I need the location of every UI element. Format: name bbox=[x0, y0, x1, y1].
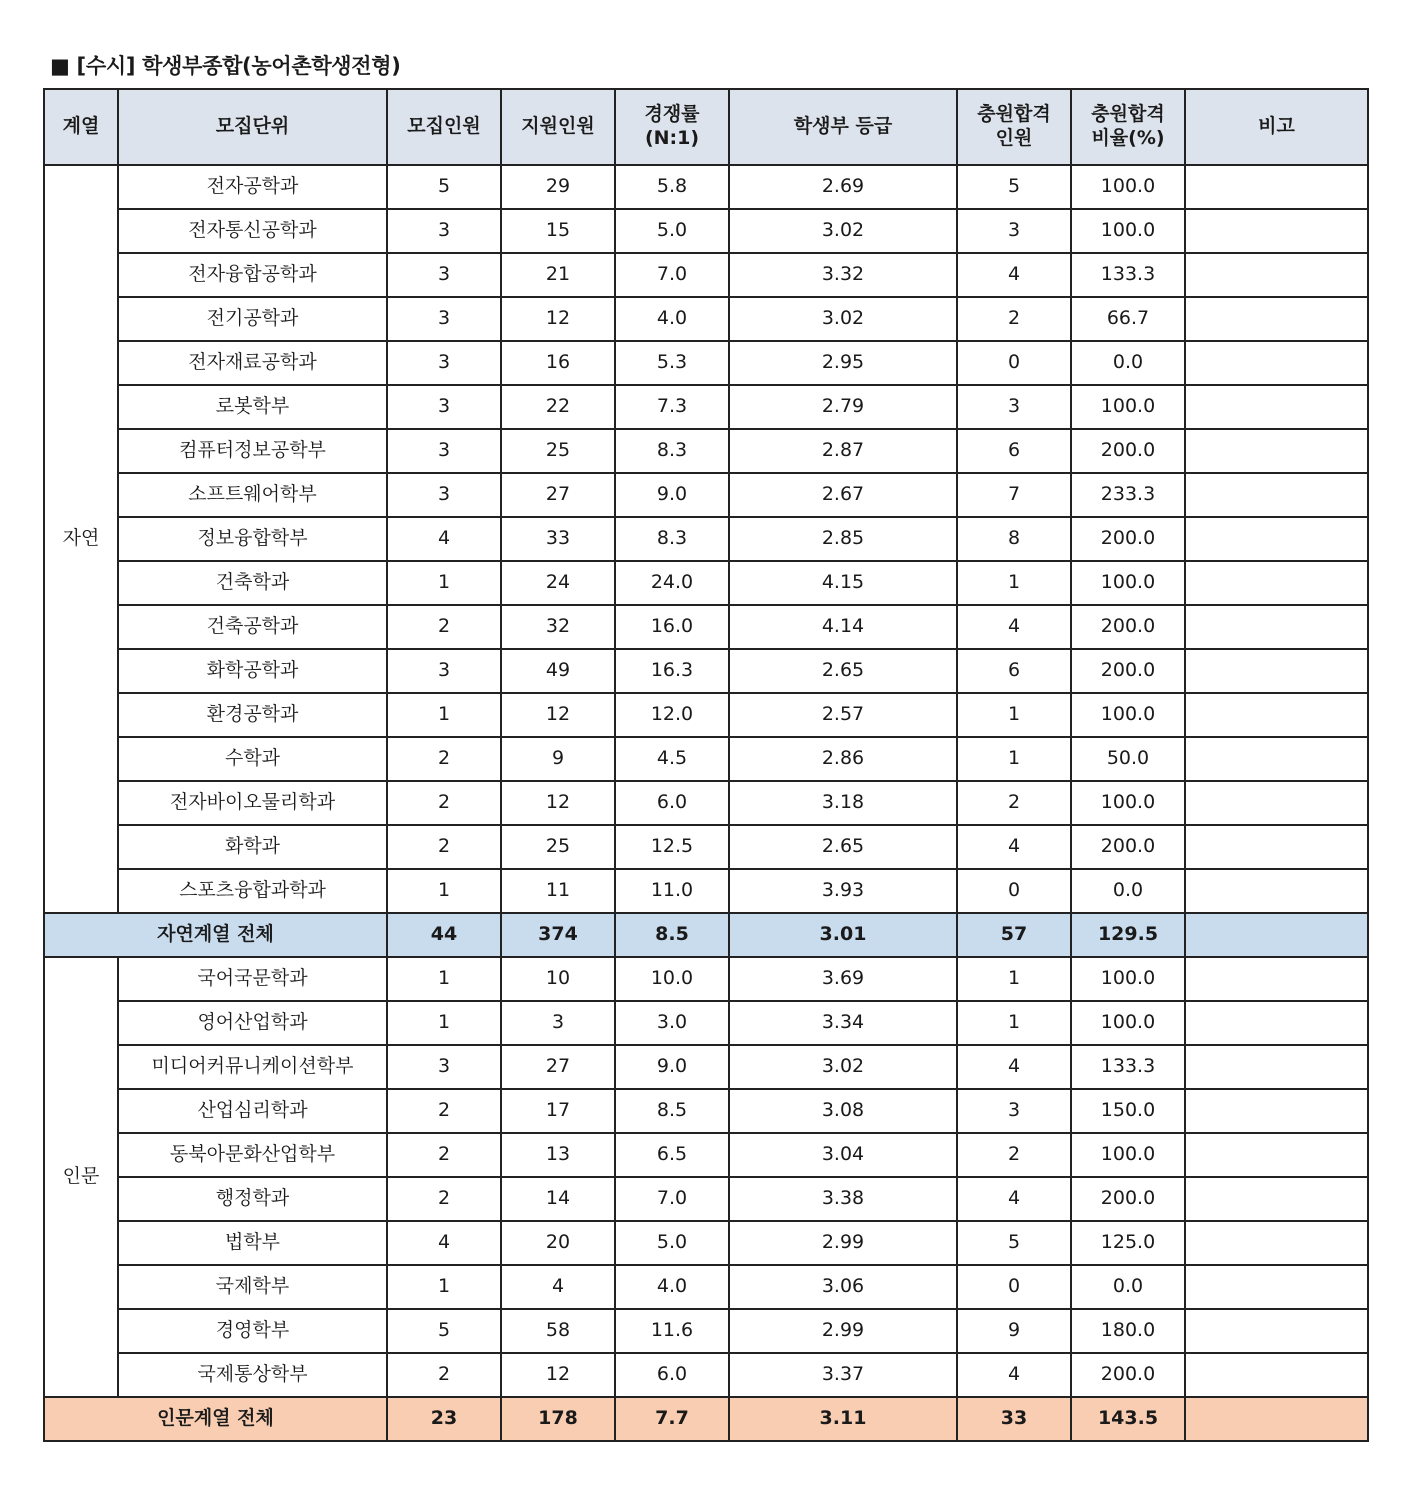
quota-cell: 2 bbox=[387, 825, 501, 869]
table-row bbox=[44, 605, 1368, 649]
ratio-cell: 8.5 bbox=[615, 1089, 729, 1133]
ratio-cell: 7.0 bbox=[615, 1177, 729, 1221]
extra-cell: 0 bbox=[957, 341, 1071, 385]
quota-cell: 1 bbox=[387, 1001, 501, 1045]
total-extra-cell: 57 bbox=[957, 913, 1071, 957]
rate-cell: 100.0 bbox=[1071, 693, 1185, 737]
applicants-cell: 12 bbox=[501, 1353, 615, 1397]
ratio-cell: 24.0 bbox=[615, 561, 729, 605]
rate-cell: 0.0 bbox=[1071, 1265, 1185, 1309]
ratio-cell: 7.3 bbox=[615, 385, 729, 429]
ratio-cell: 8.3 bbox=[615, 429, 729, 473]
applicants-cell: 17 bbox=[501, 1089, 615, 1133]
applicants-cell: 10 bbox=[501, 957, 615, 1001]
note-cell bbox=[1185, 209, 1368, 253]
applicants-cell: 21 bbox=[501, 253, 615, 297]
applicants-cell: 15 bbox=[501, 209, 615, 253]
header-ratio-line1: 경쟁률 bbox=[644, 103, 700, 126]
ratio-cell: 11.6 bbox=[615, 1309, 729, 1353]
note-cell bbox=[1185, 737, 1368, 781]
extra-cell: 4 bbox=[957, 1045, 1071, 1089]
extra-cell: 6 bbox=[957, 649, 1071, 693]
extra-cell: 3 bbox=[957, 209, 1071, 253]
grade-cell: 2.57 bbox=[729, 693, 957, 737]
ratio-cell: 5.8 bbox=[615, 165, 729, 209]
header-extra-rate bbox=[1071, 89, 1185, 165]
header-row bbox=[44, 89, 1368, 165]
dept-cell: 화학과 bbox=[118, 825, 387, 869]
quota-cell: 5 bbox=[387, 1309, 501, 1353]
dept-cell: 동북아문화산업학부 bbox=[118, 1133, 387, 1177]
note-cell bbox=[1185, 1177, 1368, 1221]
dept-cell: 전기공학과 bbox=[118, 297, 387, 341]
dept-cell: 전자융합공학과 bbox=[118, 253, 387, 297]
note-cell bbox=[1185, 605, 1368, 649]
dept-cell: 화학공학과 bbox=[118, 649, 387, 693]
rate-cell: 233.3 bbox=[1071, 473, 1185, 517]
applicants-cell: 32 bbox=[501, 605, 615, 649]
header-ratio-line2: (N:1) bbox=[644, 127, 700, 149]
note-cell bbox=[1185, 1309, 1368, 1353]
total-grade-cell: 3.11 bbox=[729, 1397, 957, 1441]
ratio-cell: 3.0 bbox=[615, 1001, 729, 1045]
grade-cell: 2.99 bbox=[729, 1221, 957, 1265]
note-cell bbox=[1185, 385, 1368, 429]
extra-cell: 7 bbox=[957, 473, 1071, 517]
grade-cell: 2.87 bbox=[729, 429, 957, 473]
applicants-cell: 27 bbox=[501, 473, 615, 517]
note-cell bbox=[1185, 1133, 1368, 1177]
note-cell bbox=[1185, 1265, 1368, 1309]
extra-cell: 3 bbox=[957, 1089, 1071, 1133]
table-row bbox=[44, 1309, 1368, 1353]
extra-cell: 4 bbox=[957, 1353, 1071, 1397]
extra-cell: 1 bbox=[957, 737, 1071, 781]
rate-cell: 200.0 bbox=[1071, 517, 1185, 561]
extra-cell: 2 bbox=[957, 1133, 1071, 1177]
rate-cell: 100.0 bbox=[1071, 561, 1185, 605]
total-label: 인문계열 전체 bbox=[44, 1397, 387, 1441]
dept-cell: 국제학부 bbox=[118, 1265, 387, 1309]
quota-cell: 5 bbox=[387, 165, 501, 209]
applicants-cell: 25 bbox=[501, 429, 615, 473]
ratio-cell: 11.0 bbox=[615, 869, 729, 913]
ratio-cell: 10.0 bbox=[615, 957, 729, 1001]
quota-cell: 4 bbox=[387, 517, 501, 561]
note-cell bbox=[1185, 1221, 1368, 1265]
table-row bbox=[44, 341, 1368, 385]
total-rate-cell: 129.5 bbox=[1071, 913, 1185, 957]
dept-cell: 미디어커뮤니케이션학부 bbox=[118, 1045, 387, 1089]
table-row bbox=[44, 1221, 1368, 1265]
header-quota: 모집인원 bbox=[387, 89, 501, 165]
extra-cell: 3 bbox=[957, 385, 1071, 429]
grade-cell: 3.08 bbox=[729, 1089, 957, 1133]
ratio-cell: 12.0 bbox=[615, 693, 729, 737]
extra-cell: 2 bbox=[957, 781, 1071, 825]
note-cell bbox=[1185, 781, 1368, 825]
grade-cell: 3.69 bbox=[729, 957, 957, 1001]
quota-cell: 2 bbox=[387, 737, 501, 781]
applicants-cell: 4 bbox=[501, 1265, 615, 1309]
quota-cell: 3 bbox=[387, 385, 501, 429]
rate-cell: 150.0 bbox=[1071, 1089, 1185, 1133]
ratio-cell: 4.0 bbox=[615, 1265, 729, 1309]
dept-cell: 국어국문학과 bbox=[118, 957, 387, 1001]
grade-cell: 3.02 bbox=[729, 1045, 957, 1089]
applicants-cell: 14 bbox=[501, 1177, 615, 1221]
applicants-cell: 25 bbox=[501, 825, 615, 869]
extra-cell: 1 bbox=[957, 1001, 1071, 1045]
dept-cell: 전자바이오물리학과 bbox=[118, 781, 387, 825]
applicants-cell: 12 bbox=[501, 693, 615, 737]
table-row bbox=[44, 1133, 1368, 1177]
ratio-cell: 5.0 bbox=[615, 209, 729, 253]
note-cell bbox=[1185, 649, 1368, 693]
extra-cell: 0 bbox=[957, 1265, 1071, 1309]
quota-cell: 1 bbox=[387, 561, 501, 605]
table-row bbox=[44, 209, 1368, 253]
grade-cell: 3.38 bbox=[729, 1177, 957, 1221]
ratio-cell: 6.0 bbox=[615, 781, 729, 825]
rate-cell: 200.0 bbox=[1071, 605, 1185, 649]
rate-cell: 125.0 bbox=[1071, 1221, 1185, 1265]
table-row bbox=[44, 165, 1368, 209]
table-row bbox=[44, 737, 1368, 781]
quota-cell: 2 bbox=[387, 1133, 501, 1177]
rate-cell: 100.0 bbox=[1071, 957, 1185, 1001]
table-row bbox=[44, 1089, 1368, 1133]
rate-cell: 133.3 bbox=[1071, 253, 1185, 297]
total-ratio-cell: 8.5 bbox=[615, 913, 729, 957]
header-applicants: 지원인원 bbox=[501, 89, 615, 165]
total-applicants-cell: 374 bbox=[501, 913, 615, 957]
quota-cell: 4 bbox=[387, 1221, 501, 1265]
extra-cell: 4 bbox=[957, 605, 1071, 649]
applicants-cell: 49 bbox=[501, 649, 615, 693]
applicants-cell: 58 bbox=[501, 1309, 615, 1353]
quota-cell: 3 bbox=[387, 473, 501, 517]
rate-cell: 66.7 bbox=[1071, 297, 1185, 341]
category-cell: 인문 bbox=[44, 957, 118, 1397]
extra-cell: 5 bbox=[957, 1221, 1071, 1265]
note-cell bbox=[1185, 253, 1368, 297]
rate-cell: 0.0 bbox=[1071, 341, 1185, 385]
quota-cell: 3 bbox=[387, 341, 501, 385]
ratio-cell: 16.3 bbox=[615, 649, 729, 693]
applicants-cell: 13 bbox=[501, 1133, 615, 1177]
note-cell bbox=[1185, 957, 1368, 1001]
applicants-cell: 12 bbox=[501, 781, 615, 825]
rate-cell: 100.0 bbox=[1071, 385, 1185, 429]
rate-cell: 50.0 bbox=[1071, 737, 1185, 781]
dept-cell: 법학부 bbox=[118, 1221, 387, 1265]
rate-cell: 100.0 bbox=[1071, 1133, 1185, 1177]
extra-cell: 1 bbox=[957, 957, 1071, 1001]
table-row bbox=[44, 297, 1368, 341]
applicants-cell: 22 bbox=[501, 385, 615, 429]
header-extra-rate-line1: 충원합격 bbox=[1091, 103, 1165, 126]
grade-cell: 3.93 bbox=[729, 869, 957, 913]
rate-cell: 200.0 bbox=[1071, 1353, 1185, 1397]
table-row bbox=[44, 429, 1368, 473]
applicants-cell: 3 bbox=[501, 1001, 615, 1045]
grade-cell: 2.65 bbox=[729, 649, 957, 693]
table-row bbox=[44, 957, 1368, 1001]
ratio-cell: 8.3 bbox=[615, 517, 729, 561]
total-row bbox=[44, 913, 1368, 957]
table-row bbox=[44, 473, 1368, 517]
rate-cell: 0.0 bbox=[1071, 869, 1185, 913]
total-label: 자연계열 전체 bbox=[44, 913, 387, 957]
grade-cell: 3.37 bbox=[729, 1353, 957, 1397]
table-row bbox=[44, 517, 1368, 561]
note-cell bbox=[1185, 1045, 1368, 1089]
extra-cell: 4 bbox=[957, 825, 1071, 869]
note-cell bbox=[1185, 297, 1368, 341]
table-body bbox=[44, 165, 1368, 1441]
rate-cell: 200.0 bbox=[1071, 429, 1185, 473]
note-cell bbox=[1185, 165, 1368, 209]
quota-cell: 3 bbox=[387, 649, 501, 693]
header-extra-line2: 인원 bbox=[995, 127, 1033, 149]
dept-cell: 스포츠융합과학과 bbox=[118, 869, 387, 913]
total-note-cell bbox=[1185, 1397, 1368, 1441]
dept-cell: 건축공학과 bbox=[118, 605, 387, 649]
header-grade: 학생부 등급 bbox=[729, 89, 957, 165]
rate-cell: 100.0 bbox=[1071, 165, 1185, 209]
table-row bbox=[44, 693, 1368, 737]
extra-cell: 2 bbox=[957, 297, 1071, 341]
note-cell bbox=[1185, 473, 1368, 517]
applicants-cell: 27 bbox=[501, 1045, 615, 1089]
dept-cell: 국제통상학부 bbox=[118, 1353, 387, 1397]
dept-cell: 환경공학과 bbox=[118, 693, 387, 737]
grade-cell: 2.67 bbox=[729, 473, 957, 517]
note-cell bbox=[1185, 429, 1368, 473]
note-cell bbox=[1185, 825, 1368, 869]
dept-cell: 컴퓨터정보공학부 bbox=[118, 429, 387, 473]
quota-cell: 2 bbox=[387, 781, 501, 825]
applicants-cell: 24 bbox=[501, 561, 615, 605]
ratio-cell: 4.5 bbox=[615, 737, 729, 781]
quota-cell: 3 bbox=[387, 297, 501, 341]
header-extra-rate-line2: 비율(%) bbox=[1091, 127, 1165, 149]
ratio-cell: 12.5 bbox=[615, 825, 729, 869]
total-note-cell bbox=[1185, 913, 1368, 957]
grade-cell: 4.14 bbox=[729, 605, 957, 649]
grade-cell: 2.69 bbox=[729, 165, 957, 209]
total-rate-cell: 143.5 bbox=[1071, 1397, 1185, 1441]
ratio-cell: 9.0 bbox=[615, 473, 729, 517]
ratio-cell: 9.0 bbox=[615, 1045, 729, 1089]
ratio-cell: 6.0 bbox=[615, 1353, 729, 1397]
table-row bbox=[44, 781, 1368, 825]
header-category: 계열 bbox=[44, 89, 118, 165]
applicants-cell: 20 bbox=[501, 1221, 615, 1265]
quota-cell: 1 bbox=[387, 869, 501, 913]
header-extra bbox=[957, 89, 1071, 165]
rate-cell: 200.0 bbox=[1071, 649, 1185, 693]
ratio-cell: 16.0 bbox=[615, 605, 729, 649]
grade-cell: 2.85 bbox=[729, 517, 957, 561]
dept-cell: 영어산업학과 bbox=[118, 1001, 387, 1045]
quota-cell: 3 bbox=[387, 1045, 501, 1089]
table-row bbox=[44, 253, 1368, 297]
dept-cell: 수학과 bbox=[118, 737, 387, 781]
header-unit: 모집단위 bbox=[118, 89, 387, 165]
applicants-cell: 16 bbox=[501, 341, 615, 385]
table-row bbox=[44, 1353, 1368, 1397]
grade-cell: 2.79 bbox=[729, 385, 957, 429]
total-row bbox=[44, 1397, 1368, 1441]
ratio-cell: 7.0 bbox=[615, 253, 729, 297]
page-title: ■ [수시] 학생부종합(농어촌학생전형) bbox=[50, 54, 401, 78]
extra-cell: 8 bbox=[957, 517, 1071, 561]
grade-cell: 3.32 bbox=[729, 253, 957, 297]
quota-cell: 1 bbox=[387, 957, 501, 1001]
rate-cell: 100.0 bbox=[1071, 209, 1185, 253]
table-row bbox=[44, 385, 1368, 429]
ratio-cell: 4.0 bbox=[615, 297, 729, 341]
total-grade-cell: 3.01 bbox=[729, 913, 957, 957]
note-cell bbox=[1185, 341, 1368, 385]
header-extra-line1: 충원합격 bbox=[977, 103, 1051, 126]
quota-cell: 2 bbox=[387, 1177, 501, 1221]
table-row bbox=[44, 1001, 1368, 1045]
rate-cell: 133.3 bbox=[1071, 1045, 1185, 1089]
grade-cell: 2.95 bbox=[729, 341, 957, 385]
quota-cell: 3 bbox=[387, 253, 501, 297]
grade-cell: 3.02 bbox=[729, 297, 957, 341]
extra-cell: 1 bbox=[957, 693, 1071, 737]
applicants-cell: 29 bbox=[501, 165, 615, 209]
quota-cell: 1 bbox=[387, 693, 501, 737]
applicants-cell: 33 bbox=[501, 517, 615, 561]
rate-cell: 200.0 bbox=[1071, 825, 1185, 869]
note-cell bbox=[1185, 869, 1368, 913]
extra-cell: 4 bbox=[957, 253, 1071, 297]
note-cell bbox=[1185, 1001, 1368, 1045]
quota-cell: 2 bbox=[387, 1089, 501, 1133]
grade-cell: 3.18 bbox=[729, 781, 957, 825]
dept-cell: 건축학과 bbox=[118, 561, 387, 605]
grade-cell: 2.86 bbox=[729, 737, 957, 781]
extra-cell: 9 bbox=[957, 1309, 1071, 1353]
rate-cell: 100.0 bbox=[1071, 1001, 1185, 1045]
dept-cell: 행정학과 bbox=[118, 1177, 387, 1221]
rate-cell: 100.0 bbox=[1071, 781, 1185, 825]
total-quota-cell: 44 bbox=[387, 913, 501, 957]
grade-cell: 4.15 bbox=[729, 561, 957, 605]
grade-cell: 2.99 bbox=[729, 1309, 957, 1353]
applicants-cell: 9 bbox=[501, 737, 615, 781]
applicants-cell: 12 bbox=[501, 297, 615, 341]
applicants-cell: 11 bbox=[501, 869, 615, 913]
total-applicants-cell: 178 bbox=[501, 1397, 615, 1441]
ratio-cell: 6.5 bbox=[615, 1133, 729, 1177]
quota-cell: 3 bbox=[387, 429, 501, 473]
quota-cell: 2 bbox=[387, 1353, 501, 1397]
quota-cell: 1 bbox=[387, 1265, 501, 1309]
total-extra-cell: 33 bbox=[957, 1397, 1071, 1441]
extra-cell: 6 bbox=[957, 429, 1071, 473]
grade-cell: 3.02 bbox=[729, 209, 957, 253]
note-cell bbox=[1185, 693, 1368, 737]
header-ratio bbox=[615, 89, 729, 165]
table-row bbox=[44, 825, 1368, 869]
dept-cell: 전자재료공학과 bbox=[118, 341, 387, 385]
dept-cell: 전자공학과 bbox=[118, 165, 387, 209]
quota-cell: 3 bbox=[387, 209, 501, 253]
rate-cell: 180.0 bbox=[1071, 1309, 1185, 1353]
table-row bbox=[44, 869, 1368, 913]
ratio-cell: 5.0 bbox=[615, 1221, 729, 1265]
dept-cell: 경영학부 bbox=[118, 1309, 387, 1353]
extra-cell: 4 bbox=[957, 1177, 1071, 1221]
table-row bbox=[44, 1045, 1368, 1089]
total-quota-cell: 23 bbox=[387, 1397, 501, 1441]
dept-cell: 전자통신공학과 bbox=[118, 209, 387, 253]
grade-cell: 3.06 bbox=[729, 1265, 957, 1309]
extra-cell: 5 bbox=[957, 165, 1071, 209]
header-note: 비고 bbox=[1185, 89, 1368, 165]
admission-results-table bbox=[43, 88, 1369, 1442]
dept-cell: 정보융합학부 bbox=[118, 517, 387, 561]
note-cell bbox=[1185, 561, 1368, 605]
category-cell: 자연 bbox=[44, 165, 118, 913]
ratio-cell: 5.3 bbox=[615, 341, 729, 385]
table-row bbox=[44, 561, 1368, 605]
note-cell bbox=[1185, 1089, 1368, 1133]
note-cell bbox=[1185, 517, 1368, 561]
extra-cell: 0 bbox=[957, 869, 1071, 913]
total-ratio-cell: 7.7 bbox=[615, 1397, 729, 1441]
note-cell bbox=[1185, 1353, 1368, 1397]
table-row bbox=[44, 649, 1368, 693]
quota-cell: 2 bbox=[387, 605, 501, 649]
table-row bbox=[44, 1177, 1368, 1221]
dept-cell: 소프트웨어학부 bbox=[118, 473, 387, 517]
table-row bbox=[44, 1265, 1368, 1309]
rate-cell: 200.0 bbox=[1071, 1177, 1185, 1221]
extra-cell: 1 bbox=[957, 561, 1071, 605]
dept-cell: 산업심리학과 bbox=[118, 1089, 387, 1133]
grade-cell: 3.34 bbox=[729, 1001, 957, 1045]
grade-cell: 2.65 bbox=[729, 825, 957, 869]
grade-cell: 3.04 bbox=[729, 1133, 957, 1177]
dept-cell: 로봇학부 bbox=[118, 385, 387, 429]
